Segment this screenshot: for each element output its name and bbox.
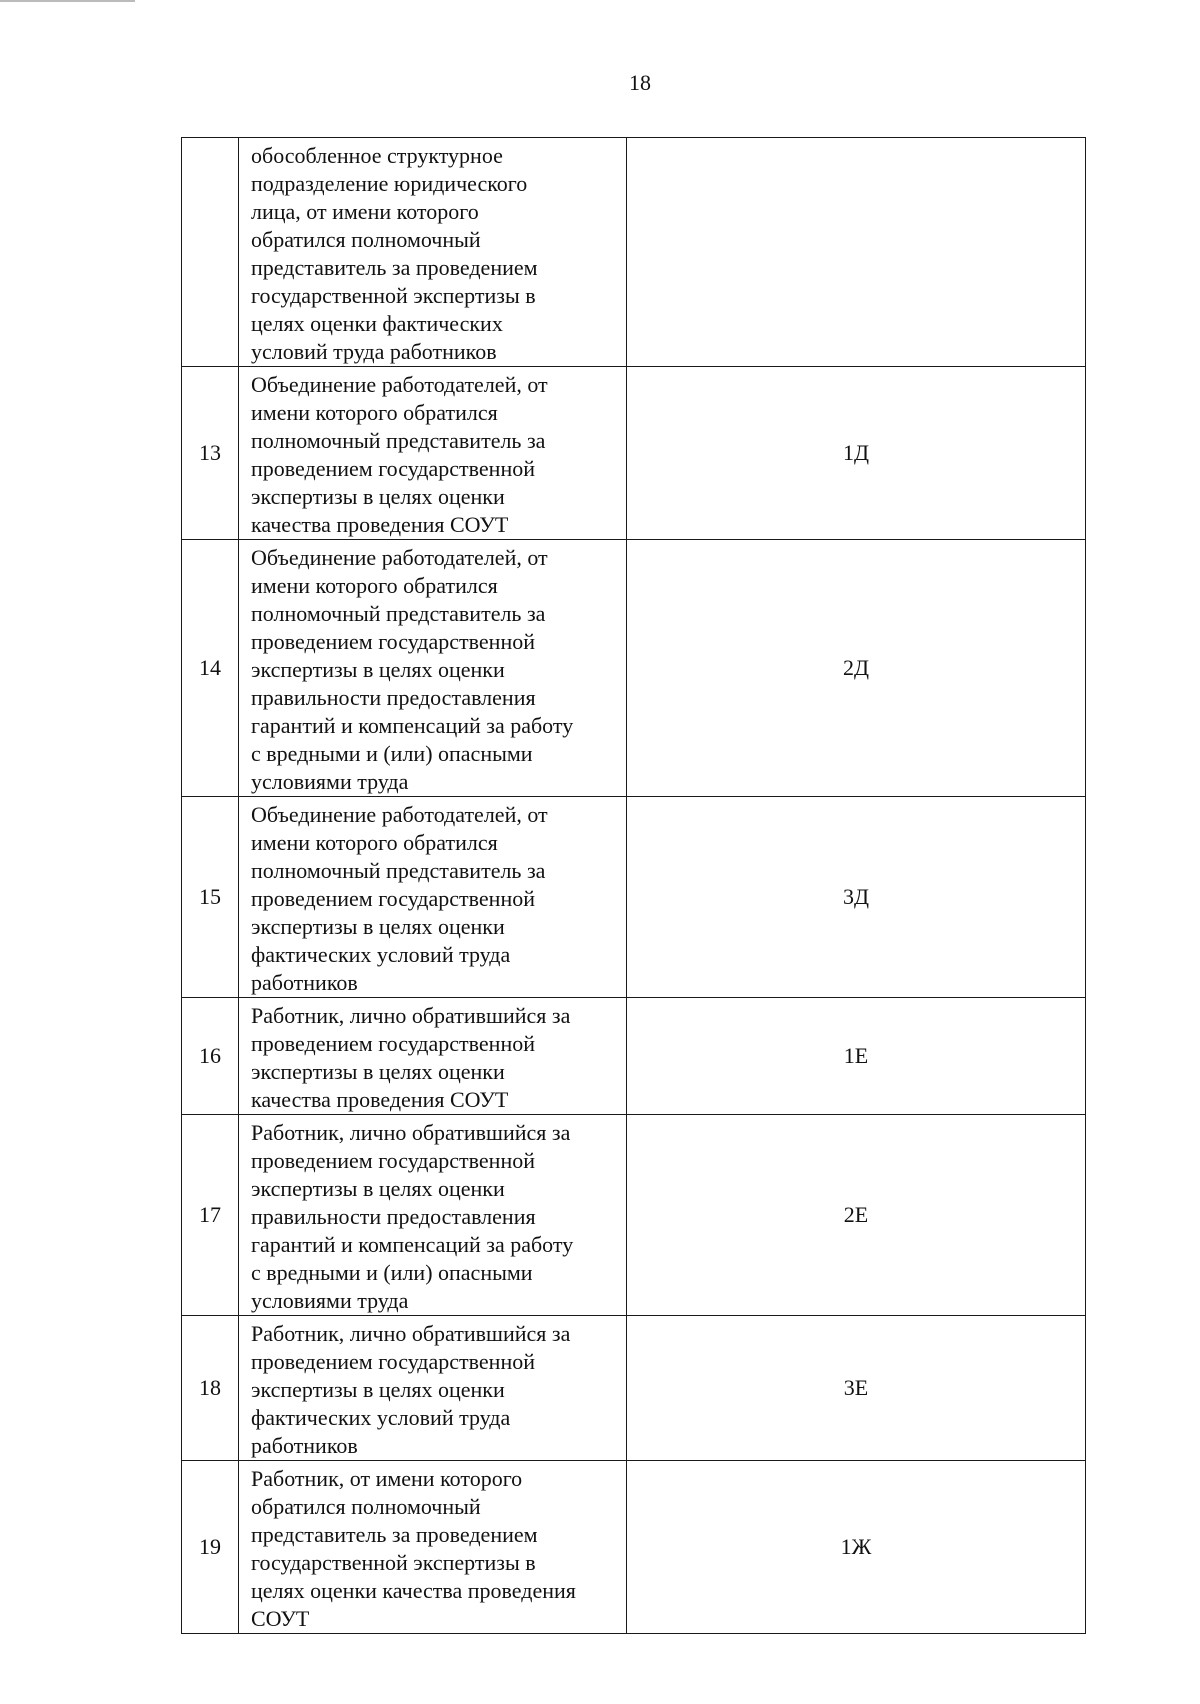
row-description: [239, 1461, 627, 1634]
description-line: имени которого обратился: [251, 573, 498, 598]
description-line: проведением государственной: [251, 1148, 535, 1173]
description-line: проведением государственной: [251, 1031, 535, 1056]
description-line: полномочный представитель за: [251, 858, 546, 883]
row-code: 2Е: [627, 1115, 1086, 1316]
description-line: качества проведения СОУТ: [251, 1087, 509, 1112]
table-row: [182, 1316, 1086, 1461]
description-line: с вредными и (или) опасными: [251, 1260, 533, 1285]
description-line: условиями труда: [251, 1288, 409, 1313]
row-number: 15: [182, 797, 239, 998]
row-description: [239, 138, 627, 367]
row-code: 1Е: [627, 998, 1086, 1115]
description-line: правильности предоставления: [251, 1204, 536, 1229]
description-line: проведением государственной: [251, 1349, 535, 1374]
row-description: [239, 998, 627, 1115]
description-line: представитель за проведением: [251, 1522, 538, 1547]
row-description: [239, 797, 627, 998]
description-line: экспертизы в целях оценки: [251, 1059, 505, 1084]
description-line: обособленное структурное: [251, 143, 503, 168]
row-description: [239, 367, 627, 540]
description-line: экспертизы в целях оценки: [251, 484, 505, 509]
row-code: 3Д: [627, 797, 1086, 998]
description-line: проведением государственной: [251, 456, 535, 481]
description-line: качества проведения СОУТ: [251, 512, 509, 537]
description-line: Объединение работодателей, от: [251, 372, 548, 397]
description-line: Работник, лично обратившийся за: [251, 1003, 571, 1028]
description-line: условий труда работников: [251, 339, 497, 364]
row-code: 2Д: [627, 540, 1086, 797]
row-code: 1Ж: [627, 1461, 1086, 1634]
table-body: [182, 138, 1086, 1634]
row-number: 17: [182, 1115, 239, 1316]
row-number: 19: [182, 1461, 239, 1634]
description-line: обратился полномочный: [251, 227, 481, 252]
row-code: [627, 138, 1086, 367]
table-row: [182, 540, 1086, 797]
description-line: Объединение работодателей, от: [251, 802, 548, 827]
description-line: имени которого обратился: [251, 400, 498, 425]
row-number: 14: [182, 540, 239, 797]
description-line: Работник, лично обратившийся за: [251, 1321, 571, 1346]
description-line: работников: [251, 1433, 358, 1458]
row-number: 13: [182, 367, 239, 540]
row-description: [239, 540, 627, 797]
row-code: 3Е: [627, 1316, 1086, 1461]
description-line: работников: [251, 970, 358, 995]
description-line: Объединение работодателей, от: [251, 545, 548, 570]
table-row: [182, 1461, 1086, 1634]
description-line: обратился полномочный: [251, 1494, 481, 1519]
description-line: целях оценки качества проведения: [251, 1578, 576, 1603]
description-line: экспертизы в целях оценки: [251, 657, 505, 682]
row-description: [239, 1316, 627, 1461]
description-line: фактических условий труда: [251, 1405, 511, 1430]
description-line: Работник, от имени которого: [251, 1466, 523, 1491]
description-line: полномочный представитель за: [251, 428, 546, 453]
description-line: правильности предоставления: [251, 685, 536, 710]
description-line: подразделение юридического: [251, 171, 528, 196]
description-line: проведением государственной: [251, 629, 535, 654]
description-line: государственной экспертизы в: [251, 283, 536, 308]
description-line: целях оценки фактических: [251, 311, 503, 336]
description-line: гарантий и компенсаций за работу: [251, 713, 574, 738]
row-code: 1Д: [627, 367, 1086, 540]
description-line: полномочный представитель за: [251, 601, 546, 626]
description-line: экспертизы в целях оценки: [251, 1176, 505, 1201]
description-line: Работник, лично обратившийся за: [251, 1120, 571, 1145]
description-line: с вредными и (или) опасными: [251, 741, 533, 766]
description-line: фактических условий труда: [251, 942, 511, 967]
description-line: экспертизы в целях оценки: [251, 914, 505, 939]
row-number: 18: [182, 1316, 239, 1461]
description-line: проведением государственной: [251, 886, 535, 911]
table-row: [182, 1115, 1086, 1316]
row-number: [182, 138, 239, 367]
description-line: условиями труда: [251, 769, 409, 794]
table-row: [182, 367, 1086, 540]
description-line: представитель за проведением: [251, 255, 538, 280]
row-number: 16: [182, 998, 239, 1115]
description-line: СОУТ: [251, 1606, 310, 1631]
classification-table: [181, 137, 1086, 1634]
description-line: экспертизы в целях оценки: [251, 1377, 505, 1402]
table-row: [182, 797, 1086, 998]
page-number: 18: [629, 70, 651, 95]
row-description: [239, 1115, 627, 1316]
description-line: гарантий и компенсаций за работу: [251, 1232, 574, 1257]
table-row: [182, 998, 1086, 1115]
description-line: государственной экспертизы в: [251, 1550, 536, 1575]
scan-edge-mark: [0, 0, 135, 2]
description-line: имени которого обратился: [251, 830, 498, 855]
description-line: лица, от имени которого: [251, 199, 479, 224]
table-row: [182, 138, 1086, 367]
